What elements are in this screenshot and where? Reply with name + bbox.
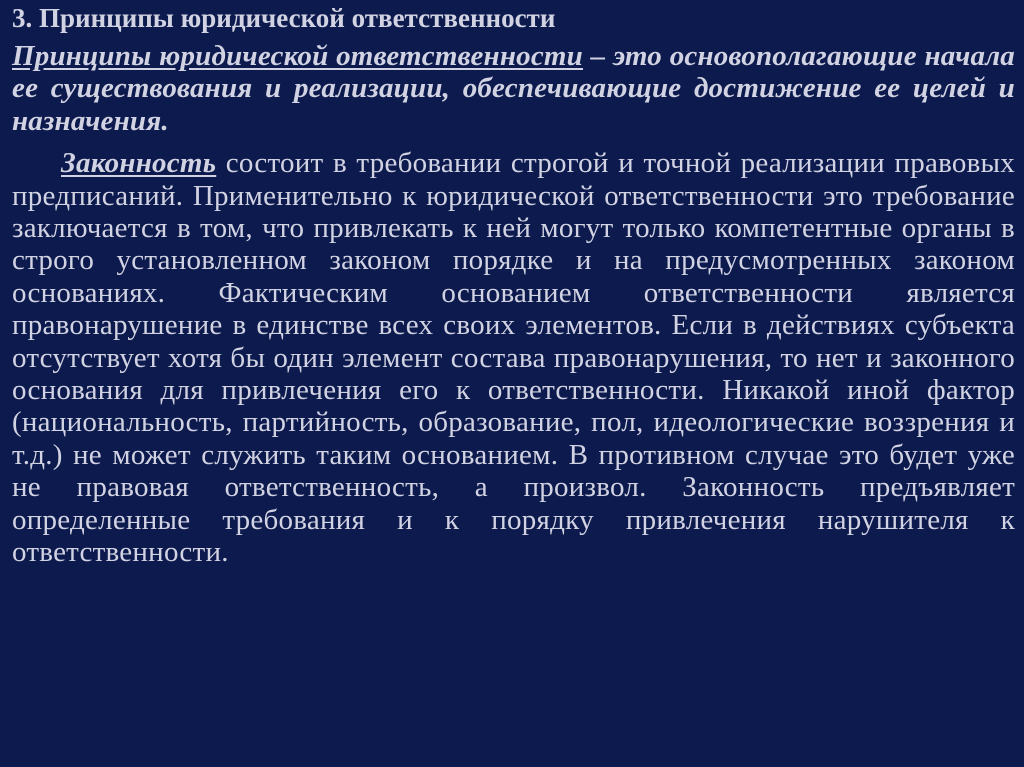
definition-text: – это основополагающие начала ее существования и реализации, обеспечивающие достижение ее целей и назначения. xyxy=(12,40,1015,137)
legality-term: Законность xyxy=(61,147,217,180)
slide-title: 3. Принципы юридической ответственности xyxy=(12,3,556,33)
legality-text: состоит в требовании строгой и точной реализации правовых предписаний. Применительно к юридической ответственности это требование заключается в том, что привлекать к ней могут только компетентные органы в строго установленном законом порядке и на предусмотренных законом основаниях. Фактическим основанием ответственности является правонарушение в единстве всех своих элементов. Если в действиях субъекта отсутствует хотя бы один элемент состава правонарушения, то нет и законного основания для привлечения его к ответственности. Никакой иной фактор (национальность, партийность, образование, пол, идеологические воззрения и т.д.) не может служить таким основанием. В противном случае это будет уже не правовая ответственность, а произвол. Законность предъявляет определенные требования и к порядку привлечения нарушителя к ответственности. xyxy=(12,147,1015,569)
definition-term: Принципы юридической ответственности xyxy=(12,40,583,72)
definition-paragraph xyxy=(12,40,1015,137)
legality-paragraph xyxy=(12,147,1015,568)
slide-content xyxy=(12,40,1015,569)
